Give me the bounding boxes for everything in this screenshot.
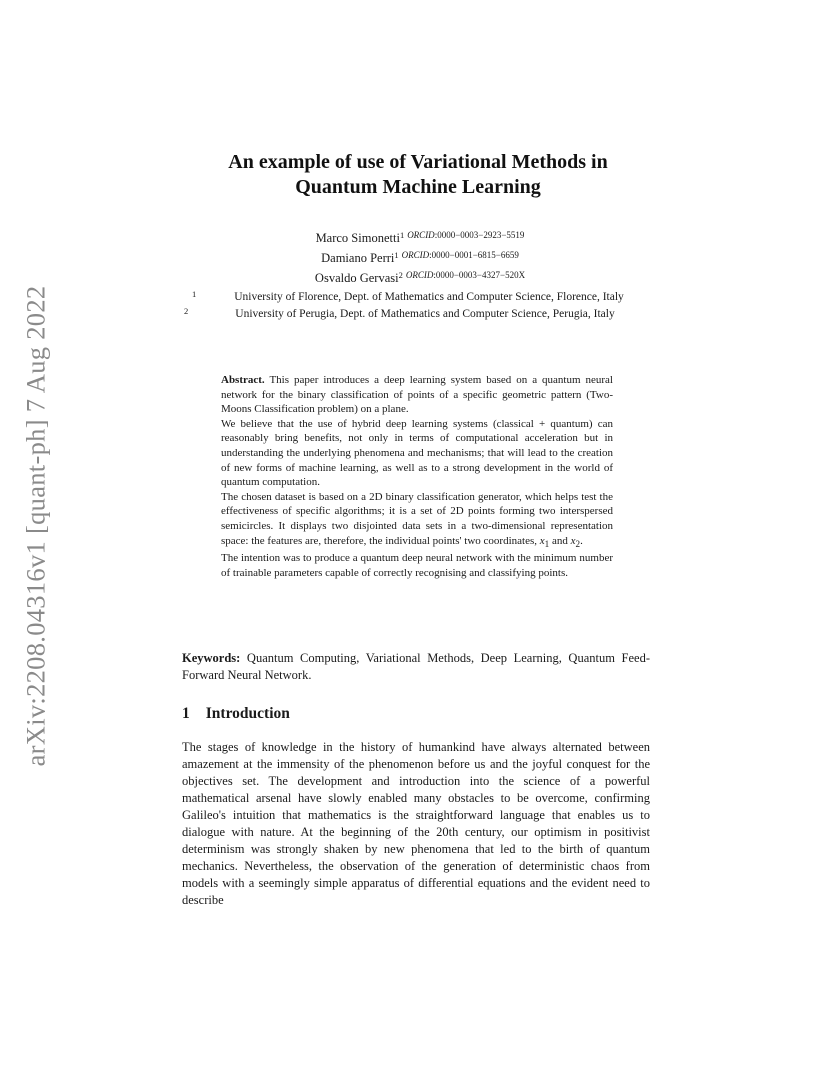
keywords-label: Keywords: — [182, 651, 241, 665]
author-name: Marco Simonetti — [315, 231, 400, 245]
paper-title-line-2: Quantum Machine Learning — [295, 176, 541, 198]
author-affiliation-mark: 2 — [398, 270, 403, 280]
paper-title — [140, 150, 696, 200]
affiliation-1 — [180, 290, 650, 305]
affiliation-mark: 1 — [192, 289, 197, 299]
author-1 — [180, 227, 660, 247]
affiliation-list — [180, 290, 650, 322]
math-variable: x — [539, 534, 545, 547]
abstract — [221, 373, 613, 581]
author-name: Osvaldo Gervasi — [314, 271, 399, 285]
author-list — [180, 227, 660, 287]
orcid-label: ORCID — [407, 230, 435, 240]
math-variable: x — [570, 534, 576, 547]
orcid-label: ORCID — [405, 270, 434, 280]
body-paragraph: The stages of knowledge in the history of humankind have always alternated between amazement at the immensity of the phenomenon before us and the joyful conquest for the objectives set. The development and introduction into the science of a powerful mathematical arsenal have slowly enabled many obstacles to be overcome, confirming Galileo's intuition that mathematics is the straightforward language that enables us to dialogue with nature. At the beginning of the 20th century, our optimism in positivist determinism was strongly shaken by new phenomena that led to the birth of quantum mechanics. Nevertheless, the observation of the generation of deterministic chaos from models with a seemingly simple apparatus of differential equations and the evident need to describe — [182, 740, 650, 907]
affiliation-text: University of Florence, Dept. of Mathematics and Computer Science, Florence, Italy — [234, 291, 624, 303]
affiliation-2 — [180, 307, 650, 322]
orcid-id: :0000−0003−4327−520X — [433, 270, 526, 280]
abstract-paragraph-2: We believe that the use of hybrid deep learning systems (classical + quantum) can reasonably bring benefits, not only in terms of computational acceleration but in understanding the underlying phenomena and mechanisms; that will lead to the creation of new forms of machine learning, as well as to a strong development in the world of quantum computation. — [221, 417, 613, 489]
author-affiliation-mark: 1 — [399, 230, 405, 240]
section-title: Introduction — [205, 705, 290, 722]
abstract-text: This paper introduces a deep learning system based on a quantum neural network for the binary classification of points of a specific geometric pattern (Two-Moons Classification problem) on a plane. — [221, 374, 613, 416]
author-affiliation-mark: 1 — [394, 250, 399, 260]
author-3 — [180, 267, 660, 287]
arxiv-identifier-text: arXiv:2208.04316v1 [quant-ph] 7 Aug 2022 — [20, 285, 51, 767]
keywords — [182, 650, 650, 684]
abstract-text: . — [580, 534, 583, 547]
abstract-paragraph-1 — [221, 373, 613, 417]
author-name: Damiano Perri — [321, 251, 395, 265]
math-subscript: 1 — [544, 538, 550, 549]
orcid-label: ORCID — [401, 250, 430, 260]
introduction-body — [182, 739, 650, 909]
abstract-text: The chosen dataset is based on a 2D binary classification generator, which helps test the effectiveness of specific algorithms; it is a set of 2D points forming two interspersed semicircles. It displays two disjointed data sets in a two-dimensional representation space: the features are, therefore, the individual points' two coordinates, — [221, 490, 613, 547]
author-orcid — [402, 250, 519, 260]
section-heading-introduction — [182, 705, 290, 723]
affiliation-mark: 2 — [184, 305, 189, 316]
arxiv-identifier-stamp — [0, 0, 60, 1072]
orcid-id: :0000−0001−6815−6659 — [429, 250, 519, 260]
abstract-label: Abstract. — [221, 374, 265, 386]
abstract-text: and — [549, 534, 571, 547]
paper-title-line-1: An example of use of Variational Methods in — [228, 151, 608, 173]
abstract-paragraph-4: The intention was to produce a quantum deep neural network with the minimum number of trainable parameters capable of correctly recognising and classifying points. — [221, 552, 613, 579]
math-subscript: 2 — [575, 538, 581, 549]
section-number: 1 — [182, 705, 190, 722]
affiliation-text: University of Perugia, Dept. of Mathematics and Computer Science, Perugia, Italy — [235, 307, 615, 320]
orcid-id: :0000−0003−2923−5519 — [434, 230, 525, 240]
keywords-text: Quantum Computing, Variational Methods, Deep Learning, Quantum Feed-Forward Neural Network. — [182, 651, 650, 682]
author-orcid — [406, 270, 525, 280]
author-orcid — [407, 230, 524, 240]
author-2 — [180, 247, 660, 267]
abstract-paragraph-3 — [221, 490, 613, 552]
